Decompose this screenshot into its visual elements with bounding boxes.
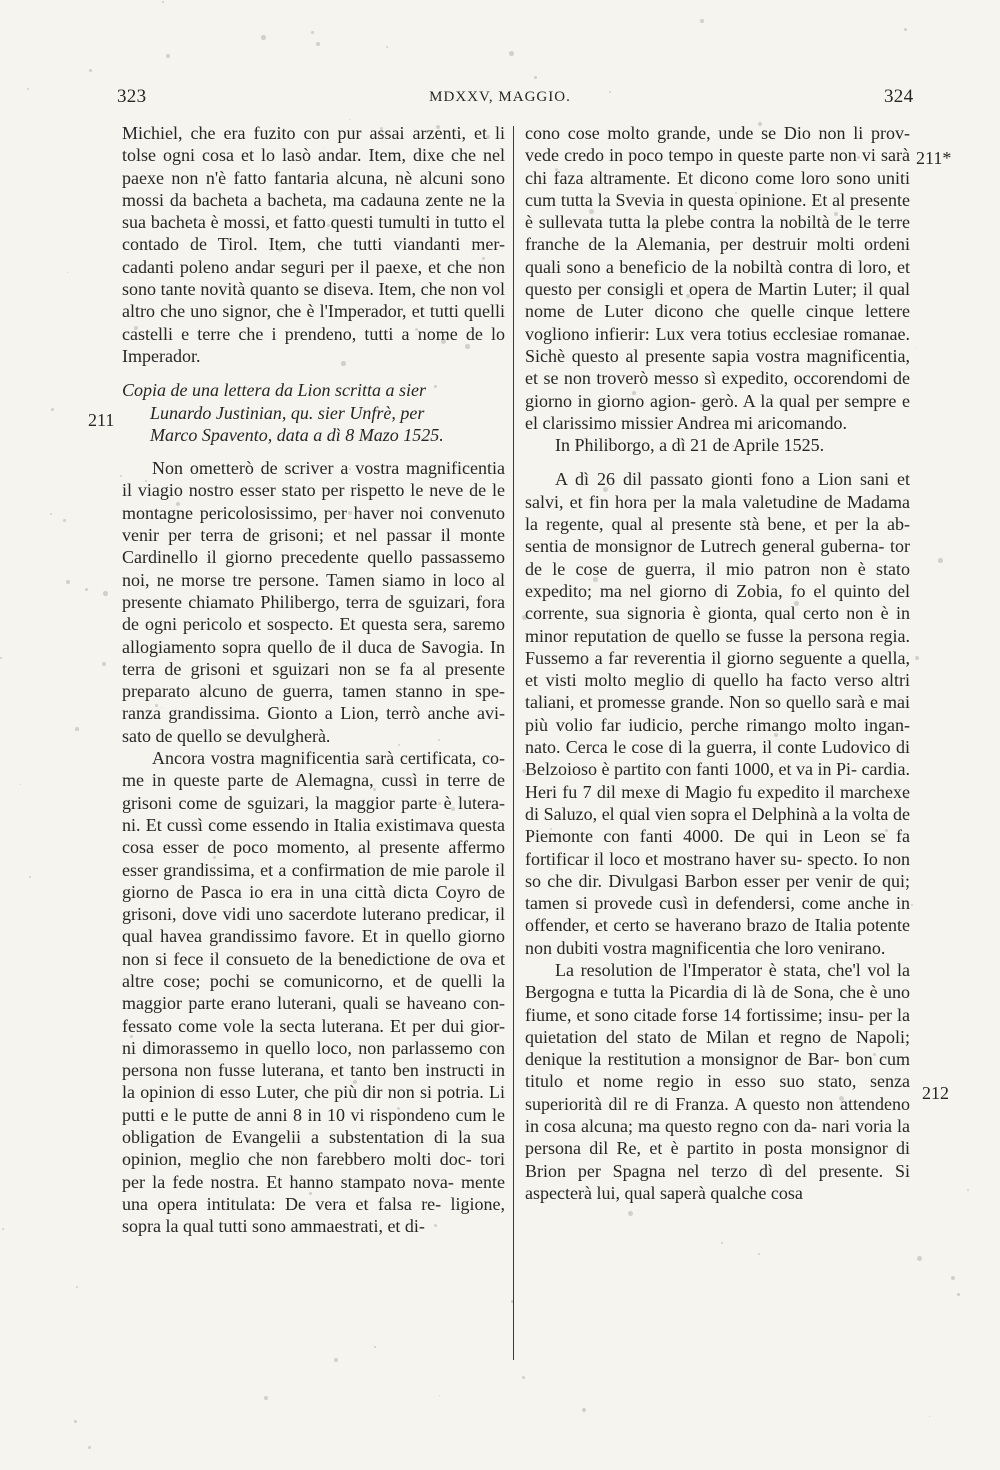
running-header: MDXXV, MAGGIO. (429, 89, 571, 105)
paper-speck (758, 1253, 760, 1255)
paper-speck (102, 662, 106, 666)
paper-speck (386, 46, 388, 48)
paper-speck (2, 1228, 4, 1230)
left-paragraph-1: Michiel, che era fuzito con pur assai arzenti, et li tolse ogni cosa et lo lasò andar. Item, dixe che nel paexe non n'è fatto fantaria alcuna, nè alcuni sono mossi da bacheta a bacheta, ma cadauna zente ne la sua bacheta è mossi, et fatto questi tumulti in tutto el contado de Tirol. Item, che tutti viandanti mer- cadanti poleno andar seguri per il paexe, et che non sono tante novità quanto se diseva. Item, che non vol altro che uno signor, che è l'Imperador, et tutti quelli castelli e terre che i prendeno, tutti a nome de lo Imperador. (122, 123, 506, 366)
left-column (122, 122, 505, 1238)
paper-speck (50, 513, 52, 515)
paper-speck (29, 876, 31, 878)
paper-speck (75, 727, 79, 731)
paper-speck (967, 1189, 969, 1191)
letter-heading: Copia de una lettera da Lion scritta a sier Lunardo Justinian, qu. sier Unfrè, per Marco Spavento, data a dì 8 Mazo 1525. (122, 380, 444, 445)
paper-speck (951, 1276, 955, 1280)
paper-speck (700, 19, 704, 23)
paper-speck (51, 408, 54, 411)
paper-speck (334, 1358, 338, 1362)
margin-number-211-right: 211* (916, 148, 952, 168)
paper-speck (74, 1420, 77, 1423)
margin-number-212-right: 212 (922, 1083, 949, 1103)
right-dateline: In Philiborgo, a dì 21 de Aprile 1525. (555, 435, 825, 456)
paper-speck (103, 591, 108, 596)
left-paragraph-3: Ancora vostra magnificentia sarà certificata, co- me in queste parte de Alemagna, cussì in terre de grisoni come de sguizari, la maggior parte è lutera- ni. Et cussì come essendo in Italia existimava questa cosa esser de poco momento, al presente affermo esser grandissima, et a confirmation de mie parole il giorno de Pasca io era in una città dicta Coyro de grisoni, dove vidi uno sacerdote luterano predicar, il qual havea grandissimo favore. Et in quello giorno non si fece il consueto de la benedictione de ova et altre cose; pochi se comunicorno, et de quelli la maggior parte erano luterani, quali se haveano con- fessato come vole la secta luterana. Et per dui gior- ni dimorassemo in quello loco, non parlassemo con persona non fusse luterana, et tanto ben instructi in la opinion di esso Luter, che più dir non si potria. Li putti e le putte de anni 8 in 10 vi rispondeno cum le obligation de Evangelii a substentation di la sua opinion, meglio che non farebbero molti doc- tori per la fede nostra. Et hanno stampato nova- mente una opera intitulata: De vera et falsa re- ligione, sopra la qual tutti sono ammaestrati, et di- (122, 748, 506, 1237)
margin-number-211-left: 211 (88, 410, 115, 430)
paper-speck (67, 272, 68, 273)
page-number-right: 324 (884, 86, 914, 107)
right-column (525, 122, 910, 1204)
paper-speck (534, 76, 537, 79)
paper-speck (88, 1446, 91, 1449)
paper-speck (20, 784, 21, 785)
paper-speck (162, 1, 164, 3)
paper-speck (374, 1346, 376, 1348)
paper-speck (264, 1396, 268, 1400)
left-paragraph-2: Non ometterò de scriver a vostra magnificentia il viagio nostro esser stato per rispetto le neve de le montagne pericolosissimo, per haver noi convenuto venir per terra de grisoni; et nel passar il monte Cardinello il giorno precedente quello passassemo noi, ne morse tre persone. Tamen siamo in loco al presente chiamato Philibergo, terra de sguizari, fora de ogni pericolo et sospecto. Et questa sera, saremo allogiamento sopra quello de il duca de Savogia. In terra de grisoni et sguizari non se fa al presente preparato alcuno de guerra, tamen stanno in spe- ranza grandissima. Gionto a Lion, terrò anche avi- sato de quello se devulgherà. (122, 458, 505, 746)
right-paragraph-3: A dì 26 dil passato gionti fono a Lion sani et salvi, et fin hora per la mala valetudine de Madama la regente, qual al presente stà bene, et per la ab- sentia de monsignor de Lutrech general guberna- tor de le cose de guerra, il mio patron non è stato expedito; ma nel giorno di Zobia, fo el quinto del corrente, sua signoria è gionta, qual certo non è in minor reputation de quello se fusse la persona regia. Fussemo a far reverentia il giorno seguente a quella, et visti molto meglio di quello ha facto verso altri taliani, et promesse grande. Non so quello sarà e mai più volio far iudicio, perche rimango molto ingan- nato. Cerca le cose di la guerra, il conte Ludovico di Belzoioso è partito con fanti 1000, et va in Pi- cardia. Heri fu 7 dil mexe di Magio fu expedito il marchexe di Saluzo, el qual vien sopra el Delphinà a la volta de Piemonte con fanti 4000. De qui in Leon se fa fortificar il loco et mostrano haver su- specto. Io non so che dir. Divulgasi Barbon esser per venir de qui; tamen si provede cusì in defendersi, come anche in offender, et certo se haverano brazo de Italia potente non dubiti vostra magnificentia che loro venirano. (525, 469, 911, 958)
page-number-left: 323 (117, 86, 147, 107)
paper-speck (929, 1416, 930, 1417)
paper-speck (66, 580, 70, 584)
paper-speck (166, 54, 170, 58)
right-paragraph-4: La resolution de l'Imperator è stata, che'l vol la Bergogna e tutta la Picardia di là de Sona, che è uno fiume, et sono citade forse 14 fortissime; insu- per la quietation del stato de Milan et regno de Napoli; denique la restitution a monsignor de Bar- bon cum titulo et nome regio in esso suo stato, senza superiorità dil re di Franza. A questo non attendeno in cosa alcuna; ma questo regno con da- nari voria la persona dil Re, et è partito in posta monsignor di Brion per Spagna nel terzo dì del presente. Si aspecterà lui, qual saperà qualche cosa (525, 959, 911, 1203)
paper-speck (916, 348, 917, 349)
paper-speck (721, 1242, 723, 1244)
paper-speck (85, 588, 88, 591)
paper-speck (76, 1286, 78, 1288)
paper-speck (509, 51, 514, 56)
paper-speck (628, 1211, 633, 1216)
paper-speck (0, 657, 2, 659)
paper-speck (261, 35, 266, 40)
paper-speck (89, 69, 92, 72)
paper-speck (316, 42, 320, 46)
paper-speck (917, 1256, 922, 1261)
paper-speck (915, 656, 919, 660)
paper-speck (311, 31, 314, 34)
right-paragraph-1: cono cose molto grande, unde se Dio non li prov- vede credo in poco tempo in queste parte non vi sarà chi faza altramente. Et dicono come loro sono uniti cum tutta la Svevia in questa opinione. Et al presente è sullevata tutta la plebe contra la nobiltà de le terre franche de la Alemania, per destruir molti ordeni quali sono a beneficio de la nobiltà contra di loro, et questo per consigli et opera de Martin Luter; il qual nome de Luter dicono che quelle cinque lettere vogliono infierir: Lux vera totius ecclesiae romanae. Sichè questo al presente sapia vostra magnificentia, et se non troverò messo sì expedito, occorendomi de giorno in giorno agion- gerò. A la qual per sempre e el clarissimo missier Andrea mi aricomando. (525, 123, 911, 433)
paper-speck (582, 1408, 586, 1412)
paper-speck (957, 1293, 960, 1296)
paper-speck (911, 904, 913, 906)
paragraph-gap (525, 456, 910, 468)
paper-speck (904, 28, 907, 31)
paper-speck (349, 119, 350, 120)
paper-speck (63, 519, 66, 522)
column-divider (513, 126, 514, 1360)
paper-speck (439, 1395, 440, 1396)
paper-speck (522, 1376, 525, 1379)
paper-speck (938, 558, 943, 563)
